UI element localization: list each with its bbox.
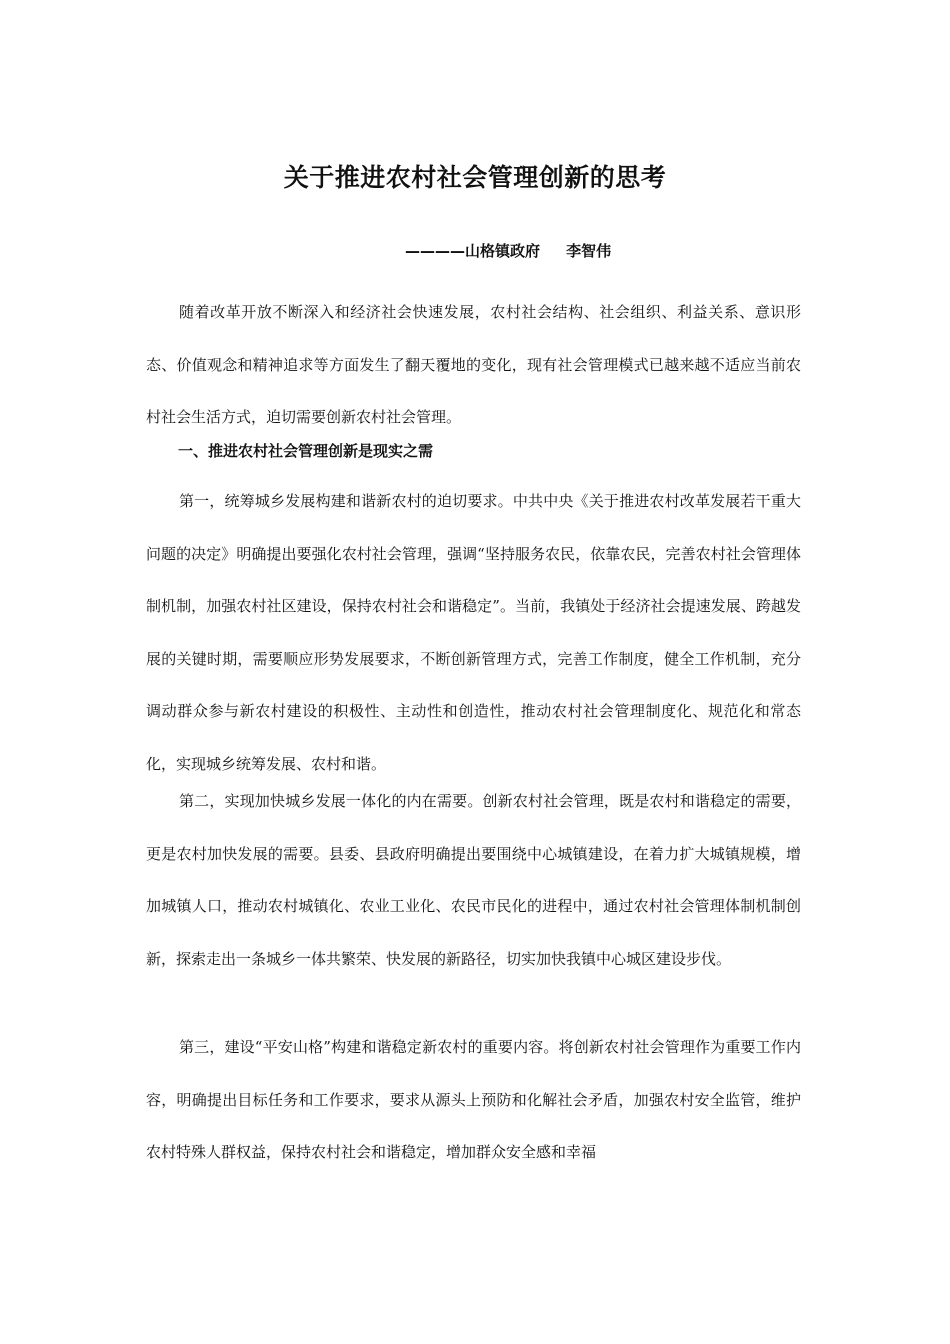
section-heading: 一、推进农村社会管理创新是现实之需 (178, 442, 434, 460)
document-title: 关于推进农村社会管理创新的思考 (283, 163, 667, 192)
paragraph-third: 第三，建设“平安山格”构建和谐稳定新农村的重要内容。将创新农村社会管理作为重要工作内容，明确提出目标任务和工作要求，要求从源头上预防和化解社会矛盾，加强农村安全监管，维护农村特殊人群权益，保持农村社会和谐稳定，增加群众安全感和幸福 (146, 1038, 801, 1161)
author-byline: ————山格镇政府 李智伟 (405, 242, 612, 260)
paragraph-second: 第二，实现加快城乡发展一体化的内在需要。创新农村社会管理，既是农村和谐稳定的需要，更是农村加快发展的需要。县委、县政府明确提出要围绕中心城镇建设，在着力扩大城镇规模，增加城镇人口，推动农村城镇化、农业工业化、农民市民化的进程中，通过农村社会管理体制机制创新，探索走出一条城乡一体共繁荣、快发展的新路径，切实加快我镇中心城区建设步伐。 (146, 792, 801, 968)
paragraph-first: 第一，统筹城乡发展构建和谐新农村的迫切要求。中共中央《关于推进农村改革发展若干重大问题的决定》明确提出要强化农村社会管理，强调“坚持服务农民，依靠农民，完善农村社会管理体制机制，加强农村社区建设，保持农村社会和谐稳定”。当前，我镇处于经济社会提速发展、跨越发展的关键时期，需要顺应形势发展要求，不断创新管理方式，完善工作制度，健全工作机制，充分调动群众参与新农村建设的积极性、主动性和创造性，推动农村社会管理制度化、规范化和常态化，实现城乡统筹发展、农村和谐。 (146, 492, 801, 773)
intro-paragraph: 随着改革开放不断深入和经济社会快速发展，农村社会结构、社会组织、利益关系、意识形态、价值观念和精神追求等方面发生了翻天覆地的变化，现有社会管理模式已越来越不适应当前农村社会生活方式，迫切需要创新农村社会管理。 (146, 303, 801, 426)
